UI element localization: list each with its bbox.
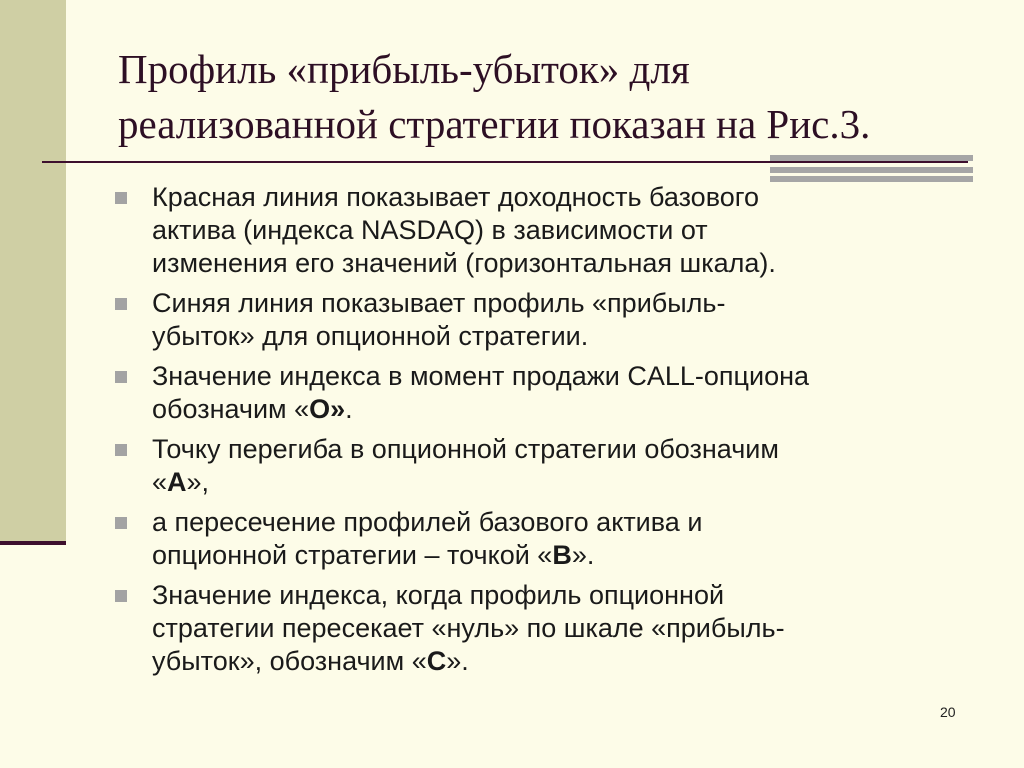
bullet-line bbox=[152, 645, 974, 678]
bullet-text: актива (индекса NASDAQ) в зависимости от bbox=[152, 215, 708, 245]
bullet-item bbox=[114, 360, 974, 426]
bullet-line bbox=[152, 360, 974, 393]
page-number: 20 bbox=[940, 704, 956, 720]
bullet-text: Синяя линия показывает профиль «прибыль- bbox=[152, 288, 726, 318]
square-bullet-icon bbox=[115, 444, 127, 456]
bullet-line bbox=[152, 320, 974, 353]
slide-title bbox=[118, 42, 998, 152]
square-bullet-icon bbox=[115, 298, 127, 310]
bold-symbol: А bbox=[167, 467, 187, 497]
square-bullet-icon bbox=[115, 371, 127, 383]
bullet-text: опционной стратегии – точкой « bbox=[152, 540, 553, 570]
bullet-list bbox=[114, 181, 974, 685]
bullet-text: Точку перегиба в опционной стратегии обозначим bbox=[152, 434, 779, 464]
bullet-text: изменения его значений (горизонтальная шкала). bbox=[152, 248, 776, 278]
bullet-text: стратегии пересекает «нуль» по шкале «прибыль- bbox=[152, 613, 785, 643]
bullet-text: », bbox=[186, 467, 210, 497]
left-band-rule bbox=[0, 541, 66, 545]
bullet-line bbox=[152, 247, 974, 280]
bullet-line bbox=[152, 466, 974, 499]
bullet-item bbox=[114, 579, 974, 678]
bullet-line bbox=[152, 433, 974, 466]
bullet-item bbox=[114, 506, 974, 572]
bullet-line bbox=[152, 612, 974, 645]
bullet-line bbox=[152, 579, 974, 612]
title-divider bbox=[42, 161, 968, 163]
title-line: реализованной стратегии показан на Рис.3. bbox=[118, 101, 871, 147]
bullet-item bbox=[114, 181, 974, 280]
bullet-text: Красная линия показывает доходность базового bbox=[152, 182, 760, 212]
bullet-text: « bbox=[152, 467, 168, 497]
left-decorative-band bbox=[0, 0, 66, 544]
bullet-line bbox=[152, 506, 974, 539]
bold-symbol: В bbox=[552, 540, 572, 570]
bold-symbol: О» bbox=[309, 394, 346, 424]
square-bullet-icon bbox=[115, 590, 127, 602]
bullet-item bbox=[114, 287, 974, 353]
bullet-line bbox=[152, 287, 974, 320]
bullet-text: Значение индекса, когда профиль опционной bbox=[152, 580, 725, 610]
bold-symbol: С bbox=[426, 646, 447, 676]
bullet-text: ». bbox=[446, 646, 469, 676]
bullet-text: убыток», обозначим « bbox=[152, 646, 427, 676]
bullet-text: ». bbox=[571, 540, 595, 570]
bullet-line bbox=[152, 539, 974, 572]
bullet-text: а пересечение профилей базового актива и bbox=[152, 507, 703, 537]
title-line: Профиль «прибыль-убыток» для bbox=[118, 46, 690, 92]
bullet-item bbox=[114, 433, 974, 499]
square-bullet-icon bbox=[115, 517, 127, 529]
bullet-text: обозначим « bbox=[152, 394, 310, 424]
bullet-line bbox=[152, 214, 974, 247]
divider-accent-bar bbox=[770, 167, 973, 173]
bullet-line bbox=[152, 393, 974, 426]
square-bullet-icon bbox=[115, 192, 127, 204]
bullet-text: . bbox=[345, 394, 353, 424]
divider-accent-bar bbox=[770, 155, 973, 161]
bullet-line bbox=[152, 181, 974, 214]
bullet-text: Значение индекса в момент продажи CALL-опциона bbox=[152, 361, 810, 391]
bullet-text: убыток» для опционной стратегии. bbox=[152, 321, 589, 351]
